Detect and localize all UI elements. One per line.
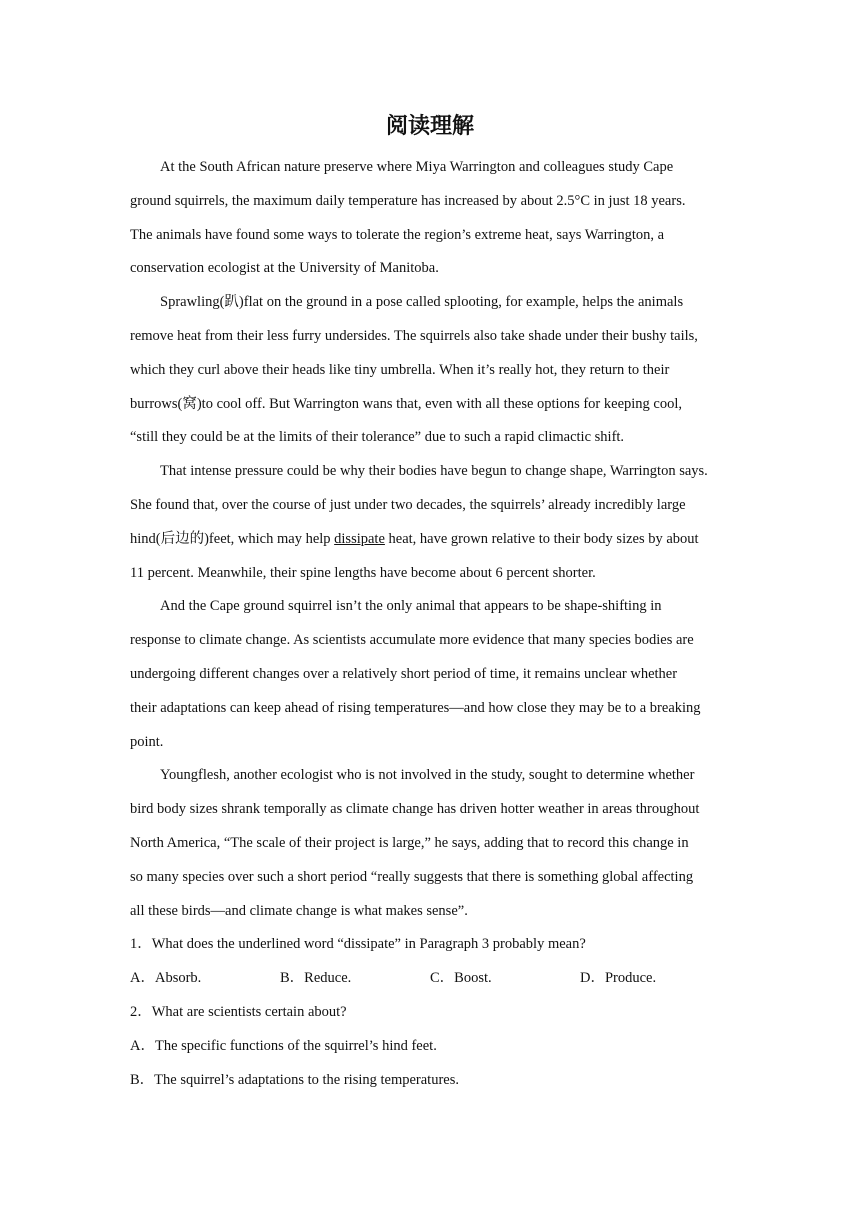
text-line: That intense pressure could be why their bodies have begun to change shape, Warrington says. [160, 463, 708, 480]
option-d[interactable]: D．Produce. [580, 970, 657, 987]
paragraph-5 [130, 759, 740, 928]
text-line: ground squirrels, the maximum daily temperature has increased by about 2.5°C in just 18 years. [130, 192, 686, 209]
text-line: conservation ecologist at the University of Manitoba. [130, 260, 439, 277]
text-line: North America, “The scale of their project is large,” he says, adding that to record this change in [130, 834, 689, 851]
text-line: burrows(窝)to cool off. But Warrington wans that, even with all these options for keeping cool, [130, 395, 683, 412]
paragraph-4 [130, 590, 740, 759]
text-line: “still they could be at the limits of their tolerance” due to such a rapid climactic shift. [130, 429, 625, 446]
text-line: She found that, over the course of just under two decades, the squirrels’ already incredibly large [130, 496, 686, 513]
text-line: At the South African nature preserve where Miya Warrington and colleagues study Cape [160, 159, 674, 175]
text-line: Youngflesh, another ecologist who is not involved in the study, sought to determine whether [160, 767, 695, 784]
question-stem: 1．What does the underlined word “dissipate” in Paragraph 3 probably mean? [130, 936, 586, 953]
paragraph-1 [130, 151, 740, 286]
text-line: And the Cape ground squirrel isn’t the only animal that appears to be shape-shifting in [160, 598, 662, 615]
page-title: 阅读理解 [385, 114, 474, 139]
question-2 [130, 996, 740, 1097]
question-stem: 2．What are scientists certain about? [130, 1003, 347, 1020]
question-options [130, 962, 740, 996]
option-b[interactable]: B．Reduce. [280, 970, 352, 987]
text-line: so many species over such a short period “really suggests that there is something global affecting [130, 868, 694, 885]
text-line: their adaptations can keep ahead of rising temperatures—and how close they may be to a breaking [130, 699, 701, 716]
text-line: all these birds—and climate change is what makes sense”. [130, 902, 468, 919]
text-line: remove heat from their less furry undersides. The squirrels also take shade under their bushy tails, [130, 327, 698, 344]
text-segment: hind(后边的)feet, which may help [130, 530, 335, 547]
reading-passage [130, 151, 740, 1097]
option-a[interactable]: A．The specific functions of the squirrel’s hind feet. [130, 1037, 437, 1054]
text-line: The animals have found some ways to tolerate the region’s extreme heat, says Warrington, a [130, 226, 665, 243]
text-segment: heat, have grown relative to their body sizes by about [384, 530, 699, 547]
text-line: undergoing different changes over a relatively short period of time, it remains unclear whether [130, 665, 678, 682]
text-line: point. [130, 733, 164, 750]
text-line: response to climate change. As scientists accumulate more evidence that many species bodies are [130, 632, 694, 649]
text-line: 11 percent. Meanwhile, their spine lengths have become about 6 percent shorter. [130, 564, 596, 581]
text-line [130, 523, 740, 557]
underlined-word: dissipate [334, 530, 385, 547]
option-b[interactable]: B．The squirrel’s adaptations to the rising temperatures. [130, 1071, 459, 1088]
option-a[interactable]: A．Absorb. [130, 970, 202, 987]
text-line: bird body sizes shrank temporally as climate change has driven hotter weather in areas throughout [130, 801, 700, 818]
question-1 [130, 928, 740, 996]
option-c[interactable]: C．Boost. [430, 970, 492, 987]
text-line: which they curl above their heads like tiny umbrella. When it’s really hot, they return to their [130, 361, 670, 378]
text-line: Sprawling(趴)flat on the ground in a pose called splooting, for example, helps the animals [160, 294, 684, 311]
paragraph-2 [130, 286, 740, 455]
paragraph-3 [130, 455, 740, 590]
